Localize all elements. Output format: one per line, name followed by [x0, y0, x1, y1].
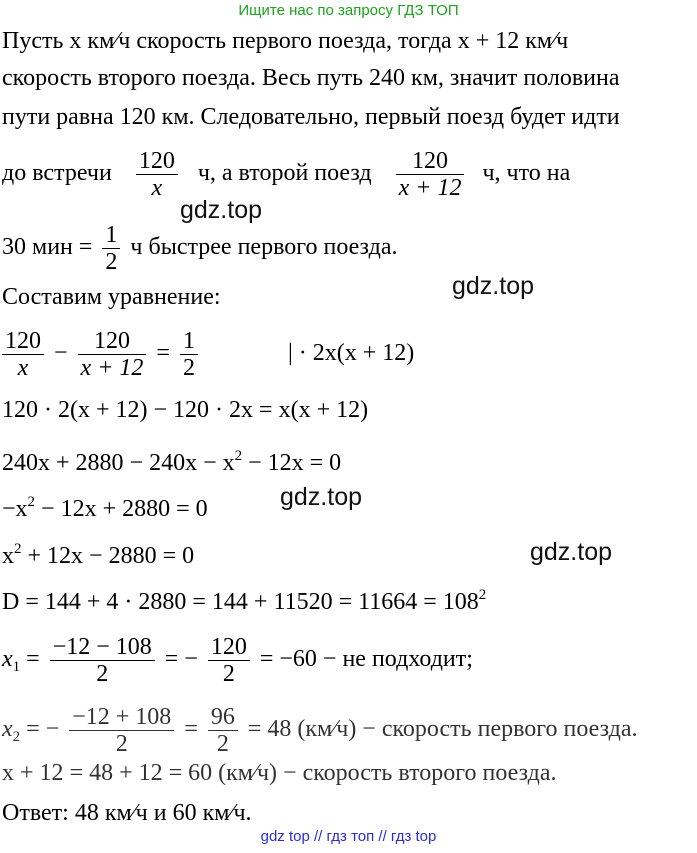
fraction-denominator: 2 — [182, 355, 195, 381]
text-line-3: пути равна 120 км. Следовательно, первый поезд будет идти — [2, 104, 620, 130]
fraction-denominator: 2 — [105, 249, 118, 275]
exponent: 2 — [234, 448, 243, 464]
text-segment: до встречи — [2, 160, 112, 187]
equation-part: = − — [164, 646, 198, 673]
fraction — [180, 328, 198, 381]
fraction-numerator: 120 — [2, 328, 44, 355]
watermark: gdz.top — [530, 538, 613, 566]
equation-part: x — [2, 543, 14, 569]
equation-4 — [2, 487, 208, 524]
fraction-denominator: 2 — [96, 661, 109, 687]
fraction-denominator: x + 12 — [398, 175, 462, 201]
text-segment: 30 мин = — [2, 234, 93, 261]
fraction-numerator: 96 — [208, 704, 238, 731]
equation-5 — [2, 534, 194, 571]
watermark: gdz.top — [180, 196, 263, 224]
fraction — [396, 148, 465, 201]
fraction-numerator: 120 — [136, 148, 178, 175]
fraction — [78, 328, 147, 381]
variable: x — [2, 716, 13, 743]
equals-sign: = — [156, 340, 170, 367]
equation-part: = − — [20, 716, 60, 743]
fraction-denominator: 2 — [115, 731, 128, 757]
fraction-numerator: 1 — [180, 328, 198, 355]
fraction-numerator: −12 − 108 — [50, 634, 155, 661]
equation-part: 240x + 2880 − 240x − x — [2, 450, 235, 476]
fraction — [50, 634, 155, 687]
equation-part: − 12x = 0 — [242, 450, 342, 476]
subscript: 2 — [12, 729, 21, 746]
watermark: gdz.top — [452, 272, 535, 300]
text-segment: ч, что на — [482, 160, 571, 187]
answer-line: Ответ: 48 км⁄ч и 60 км⁄ч. — [2, 800, 252, 826]
text-line-4 — [2, 148, 570, 201]
fraction — [136, 148, 178, 201]
exponent: 2 — [14, 541, 22, 557]
fraction — [69, 704, 174, 757]
fraction — [208, 704, 238, 757]
fraction — [2, 328, 44, 381]
fraction — [102, 222, 120, 275]
fraction-denominator: x — [17, 355, 29, 381]
fraction-denominator: x — [151, 175, 163, 201]
equation-part: − 12x + 2880 = 0 — [35, 496, 208, 522]
footer-links[interactable]: gdz top // гдз топ // гдз top — [260, 828, 437, 845]
watermark: gdz.top — [280, 483, 363, 511]
exponent: 2 — [478, 587, 487, 603]
multiplier-note: | · 2x(x + 12) — [287, 340, 415, 367]
fraction-numerator: 120 — [208, 634, 250, 661]
equation-9: x + 12 = 48 + 12 = 60 (км⁄ч) − скорость второго поезда. — [2, 760, 557, 786]
header-banner: Ищите нас по запросу ГДЗ ТОП — [238, 2, 459, 19]
fraction-numerator: −12 + 108 — [69, 704, 174, 731]
fraction-denominator: 2 — [216, 731, 229, 757]
equation-1 — [2, 328, 414, 381]
text-segment: ч, а второй поезд — [197, 160, 372, 187]
fraction-numerator: 120 — [78, 328, 147, 355]
subscript: 1 — [12, 659, 21, 676]
exponent: 2 — [27, 494, 36, 510]
text-line-2: скорость второго поезда. Весь путь 240 км, значит половина — [2, 65, 620, 91]
variable: x — [2, 646, 13, 673]
text-line-6: Составим уравнение: — [2, 284, 221, 310]
text-line-1: Пусть x км⁄ч скорость первого поезда, тогда x + 12 км⁄ч — [2, 28, 569, 54]
equation-part: = — [20, 646, 40, 673]
equation-3 — [2, 441, 341, 478]
equation-part: = 48 (км⁄ч) − скорость первого поезда. — [247, 716, 638, 743]
equation-7 — [2, 634, 473, 687]
equation-6 — [2, 580, 486, 617]
minus-sign: − — [54, 340, 68, 367]
fraction — [208, 634, 250, 687]
equation-part: −x — [2, 496, 28, 522]
fraction-denominator: 2 — [222, 661, 235, 687]
equation-8 — [2, 704, 638, 757]
equation-2: 120 · 2(x + 12) − 120 · 2x = x(x + 12) — [2, 397, 369, 423]
text-segment: ч быстрее первого поезда. — [130, 234, 398, 261]
equation-part: = −60 − не подходит; — [259, 646, 473, 673]
fraction-numerator: 1 — [102, 222, 120, 249]
equation-part: = — [184, 716, 198, 743]
text-line-5 — [2, 222, 397, 275]
fraction-numerator: 120 — [396, 148, 465, 175]
fraction-denominator: x + 12 — [80, 355, 144, 381]
equation-part: + 12x − 2880 = 0 — [21, 543, 195, 569]
equation-part: D = 144 + 4 · 2880 = 144 + 11520 = 11664 = 108 — [2, 589, 479, 615]
